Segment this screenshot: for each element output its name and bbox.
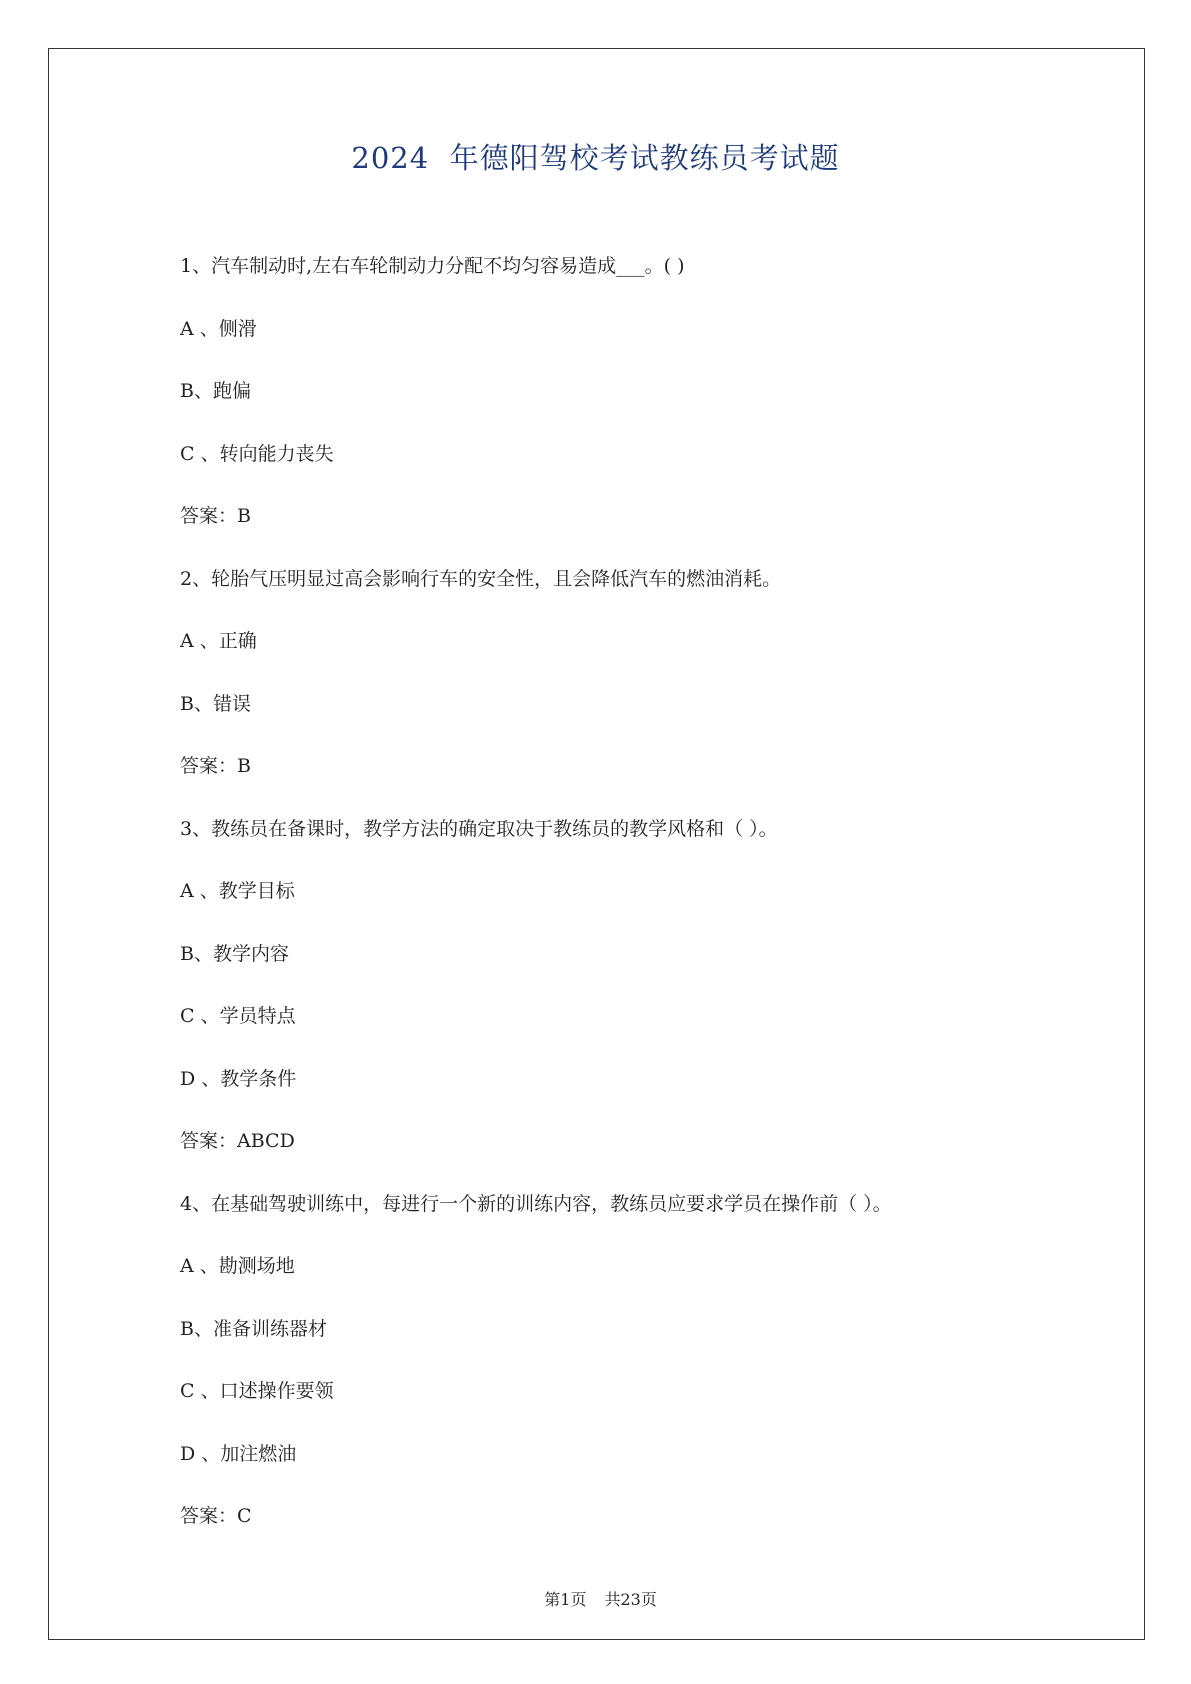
answer-option: B、错误	[180, 692, 251, 715]
answer-option: A 、勘测场地	[180, 1255, 295, 1277]
answer-option: B、教学内容	[180, 942, 289, 965]
answer-option: C 、转向能力丧失	[180, 442, 334, 465]
answer-option: C 、学员特点	[180, 1005, 296, 1027]
answer-option: A 、正确	[180, 630, 257, 652]
answer-key: 答案：C	[180, 1505, 252, 1527]
question-stem: 2、轮胎气压明显过高会影响行车的安全性，且会降低汽车的燃油消耗。	[180, 567, 782, 590]
question-stem: 1、汽车制动时,左右车轮制动力分配不均匀容易造成___。( )	[180, 255, 685, 277]
page-number: 第1页	[544, 1590, 587, 1609]
answer-option: A 、侧滑	[180, 317, 257, 340]
page-footer	[0, 1568, 1191, 1610]
question-stem: 3、教练员在备课时，教学方法的确定取决于教练员的教学风格和（ ）。	[180, 817, 778, 840]
page-total: 共23页	[604, 1590, 657, 1609]
answer-option: B、准备训练器材	[180, 1317, 327, 1340]
answer-option: C 、口述操作要领	[180, 1380, 334, 1402]
answer-option: D 、教学条件	[180, 1067, 297, 1090]
answer-option: A 、教学目标	[180, 880, 295, 902]
answer-key: 答案：B	[180, 755, 251, 777]
answer-key: 答案：ABCD	[180, 1130, 295, 1152]
answer-option: B、跑偏	[180, 380, 251, 402]
document-title: 2024 年德阳驾校考试教练员考试题	[351, 141, 840, 175]
answer-option: D 、加注燃油	[180, 1442, 297, 1465]
answer-key: 答案：B	[180, 505, 251, 527]
question-list	[180, 252, 1060, 1565]
question-stem: 4、在基础驾驶训练中，每进行一个新的训练内容，教练员应要求学员在操作前（ ）。	[180, 1192, 892, 1215]
